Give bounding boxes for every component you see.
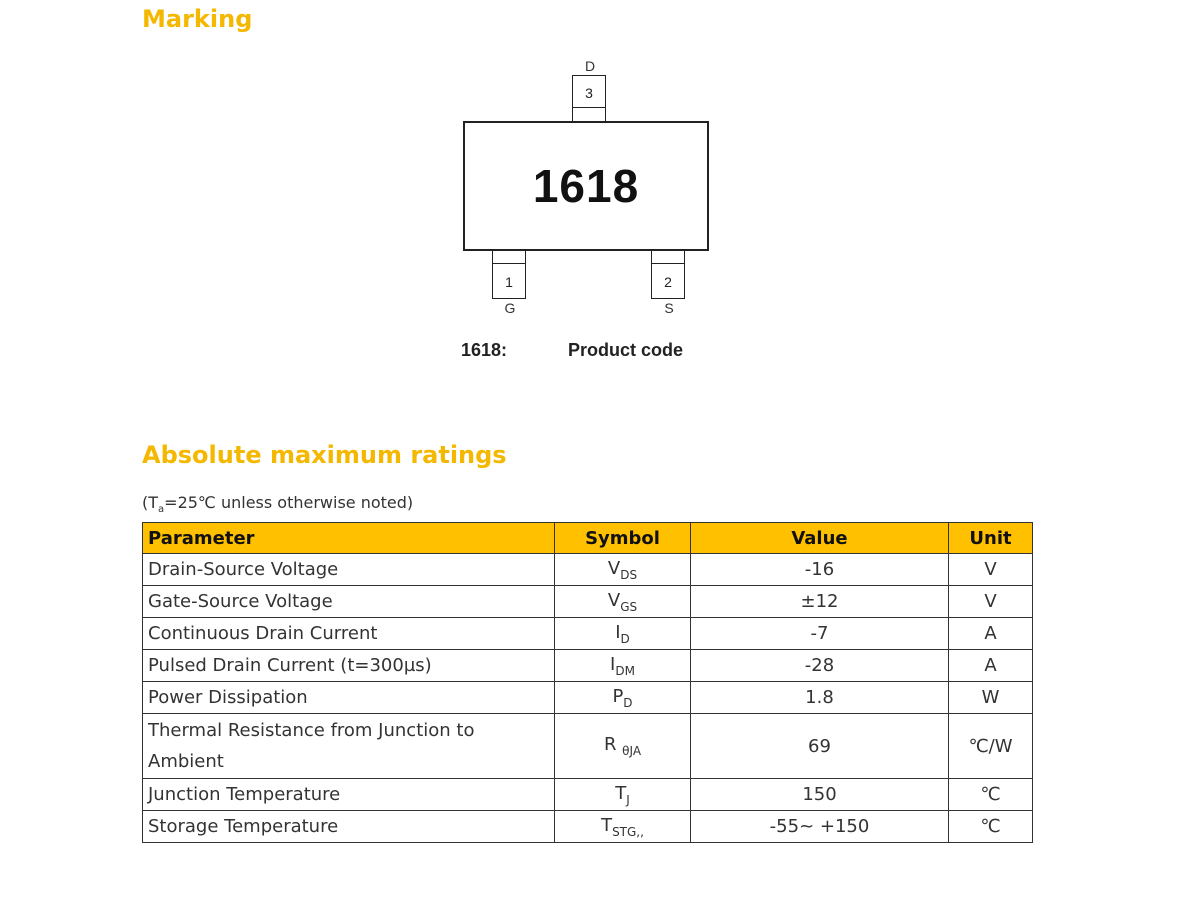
row-unit: A xyxy=(949,650,1033,682)
marking-title: Marking xyxy=(142,5,253,33)
row-value: 1.8 xyxy=(691,682,949,714)
symbol-main: I xyxy=(615,621,621,643)
table-row xyxy=(143,714,1033,779)
table-row xyxy=(143,779,1033,811)
row-unit: ℃ xyxy=(949,811,1033,843)
table-header-row xyxy=(143,523,1033,554)
condition-sub: a xyxy=(158,504,165,516)
row-symbol xyxy=(555,811,691,843)
symbol-main: I xyxy=(610,653,616,675)
row-value: 69 xyxy=(691,714,949,779)
row-unit: V xyxy=(949,554,1033,586)
pin-source-number: 2 xyxy=(664,274,672,290)
symbol-main: P xyxy=(612,685,624,707)
pin-gate-number: 1 xyxy=(505,274,513,290)
row-parameter: Pulsed Drain Current (t=300µs) xyxy=(143,650,555,682)
symbol-main: T xyxy=(615,782,627,804)
table-row xyxy=(143,682,1033,714)
header-value: Value xyxy=(691,523,949,554)
table-row xyxy=(143,650,1033,682)
row-value: -28 xyxy=(691,650,949,682)
symbol-sub: DS xyxy=(620,567,638,582)
row-value: -16 xyxy=(691,554,949,586)
row-parameter: Storage Temperature xyxy=(143,811,555,843)
pin-drain-letter: D xyxy=(584,58,596,74)
row-symbol xyxy=(555,554,691,586)
symbol-sub: GS xyxy=(620,599,638,614)
symbol-main: T xyxy=(601,814,613,836)
ratings-title: Absolute maximum ratings xyxy=(142,441,507,469)
table-row xyxy=(143,811,1033,843)
header-unit: Unit xyxy=(949,523,1033,554)
row-symbol xyxy=(555,650,691,682)
legend-code: 1618: xyxy=(461,340,508,360)
table-row xyxy=(143,554,1033,586)
row-unit: A xyxy=(949,618,1033,650)
symbol-sub: D xyxy=(623,695,633,710)
symbol-sub: J xyxy=(626,792,630,807)
row-symbol xyxy=(555,714,691,779)
pin-drain-number: 3 xyxy=(585,85,593,101)
pin-drain xyxy=(572,75,606,121)
pin-source xyxy=(651,251,685,299)
row-symbol xyxy=(555,682,691,714)
symbol-sub: θJA xyxy=(622,744,642,758)
row-unit: W xyxy=(949,682,1033,714)
symbol-main: R xyxy=(603,734,623,755)
row-value: -55~ +150 xyxy=(691,811,949,843)
row-symbol xyxy=(555,586,691,618)
row-parameter: Power Dissipation xyxy=(143,682,555,714)
table-row xyxy=(143,586,1033,618)
pin-gate-letter: G xyxy=(504,300,516,316)
row-symbol xyxy=(555,779,691,811)
symbol-main: V xyxy=(607,557,621,579)
row-value: -7 xyxy=(691,618,949,650)
row-symbol xyxy=(555,618,691,650)
package-body xyxy=(463,121,709,251)
pin-gate xyxy=(492,251,526,299)
row-value: 150 xyxy=(691,779,949,811)
row-parameter: Gate-Source Voltage xyxy=(143,586,555,618)
row-parameter: Thermal Resistance from Junction to Ambient xyxy=(143,714,555,779)
row-value: ±12 xyxy=(691,586,949,618)
symbol-main: V xyxy=(607,589,621,611)
symbol-sub: D xyxy=(620,631,630,646)
row-parameter: Junction Temperature xyxy=(143,779,555,811)
condition-suffix: =25℃ unless otherwise noted) xyxy=(164,493,414,512)
ratings-table xyxy=(142,522,1033,843)
package-marking-code: 1618 xyxy=(532,160,640,212)
row-unit: ℃ xyxy=(949,779,1033,811)
ratings-condition xyxy=(142,493,413,515)
row-parameter: Drain-Source Voltage xyxy=(143,554,555,586)
table-row xyxy=(143,618,1033,650)
symbol-sub: DM xyxy=(615,663,635,678)
header-symbol: Symbol xyxy=(555,523,691,554)
pin-source-letter: S xyxy=(664,300,674,316)
legend-description: Product code xyxy=(568,340,684,360)
condition-prefix: (T xyxy=(142,493,159,512)
symbol-sub: STG,, xyxy=(612,824,644,839)
header-parameter: Parameter xyxy=(143,523,555,554)
row-parameter: Continuous Drain Current xyxy=(143,618,555,650)
row-unit: ℃/W xyxy=(949,714,1033,779)
row-unit: V xyxy=(949,586,1033,618)
